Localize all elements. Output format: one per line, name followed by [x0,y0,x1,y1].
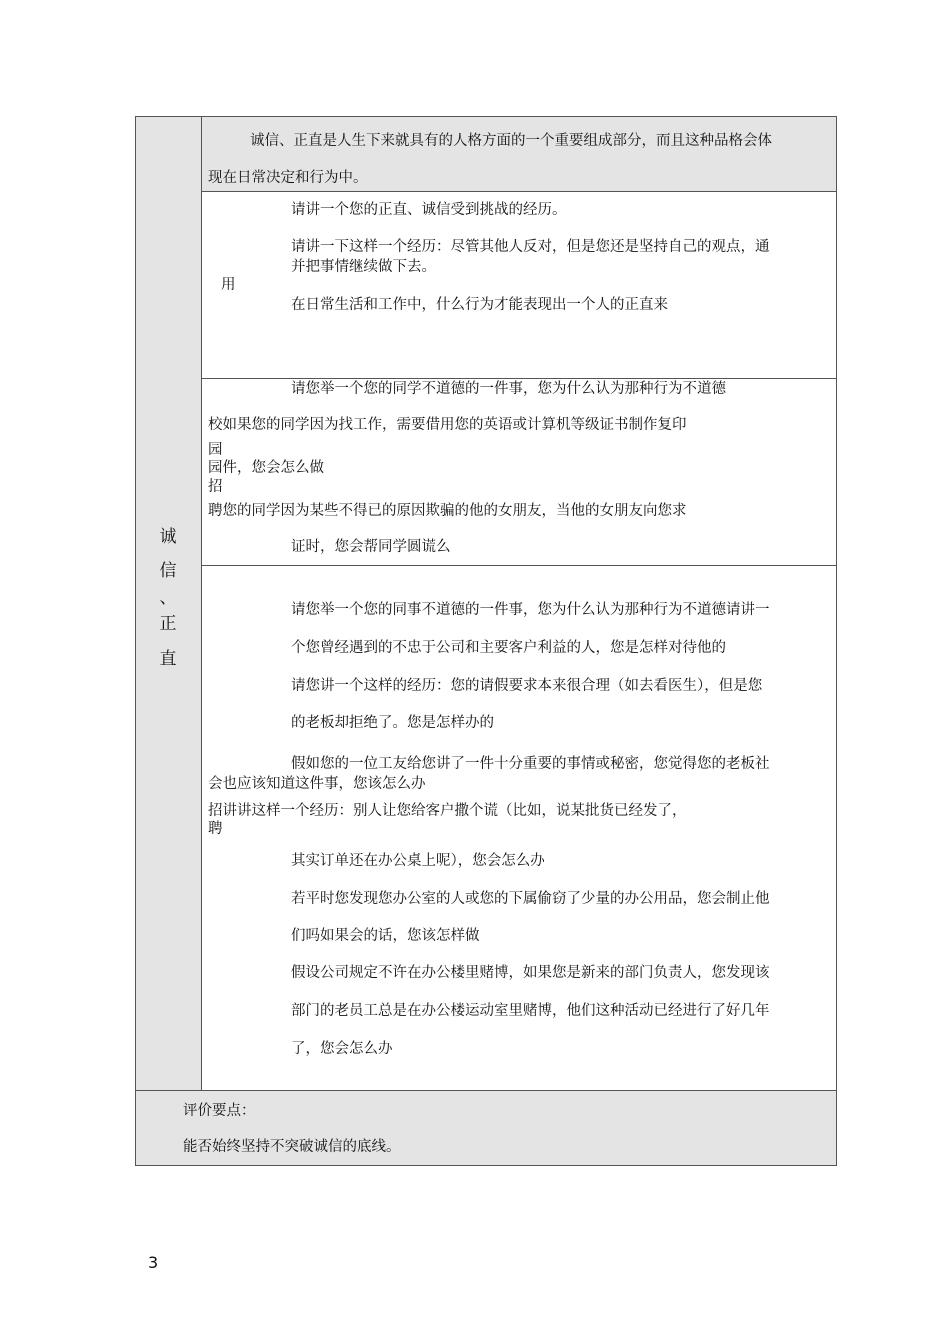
category-char: 、 [159,588,177,608]
section-side-label: 园 [208,442,223,458]
category-char: 直 [159,649,177,669]
question-text: 若平时您发现您办公室的人或您的下属偷窃了少量的办公用品，您会制止他 [291,891,770,907]
section-side-label: 用 [221,277,236,293]
section-side-label: 招 [208,479,223,495]
row-divider-intro [201,191,837,192]
question-text: 了，您会怎么办 [291,1041,393,1057]
question-text: 聘您的同学因为某些不得已的原因欺骗的他的女朋友，当他的女朋友向您求 [208,503,687,519]
intro-line: 现在日常决定和行为中。 [208,170,368,186]
question-text: 园件，您会怎么做 [208,460,324,476]
evaluation-text: 能否始终坚持不突破诚信的底线。 [183,1139,401,1155]
question-text: 请您讲一个这样的经历：您的请假要求本来很合理（如去看医生），但是您 [291,678,763,694]
row-divider-evaluation [135,1090,837,1091]
question-text: 请讲一个您的正直、诚信受到挑战的经历。 [291,202,567,218]
question-text: 在日常生活和工作中，什么行为才能表现出一个人的正直来 [291,297,668,313]
question-text: 校如果您的同学因为找工作，需要借用您的英语或计算机等级证书制作复印 [208,417,687,433]
section-side-label: 聘 [208,821,223,837]
question-text: 们吗如果会的话，您该怎样做 [291,928,480,944]
evaluation-heading: 评价要点： [183,1103,256,1119]
question-text: 请您举一个您的同事不道德的一件事，您为什么认为那种行为不道德请讲一 [291,602,770,618]
question-text: 部门的老员工总是在办公楼运动室里赌博，他们这种活动已经进行了好几年 [291,1003,770,1019]
question-text: 个您曾经遇到的不忠于公司和主要客户利益的人，您是怎样对待他的 [291,640,726,656]
row-divider-campus [201,565,837,566]
column-divider [201,116,202,1090]
question-text: 请您举一个您的同学不道德的一件事，您为什么认为那种行为不道德 [291,381,726,397]
question-text: 假如您的一位工友给您讲了一件十分重要的事情或秘密，您觉得您的老板社 [291,756,770,772]
category-char: 诚 [159,527,177,547]
category-char: 信 [159,561,177,581]
question-text: 并把事情继续做下去。 [291,259,436,275]
question-text: 的老板却拒绝了。您是怎样办的 [291,715,494,731]
question-text: 会也应该知道这件事，您该怎么办 [208,776,426,792]
category-char: 正 [159,614,177,634]
question-text: 其实订单还在办公桌上呢），您会怎么办 [291,853,545,869]
question-text: 证时，您会帮同学圆谎么 [291,539,451,555]
intro-line: 诚信、正直是人生下来就具有的人格方面的一个重要组成部分，而且这种品格会体 [250,133,772,149]
question-text: 假设公司规定不许在办公楼里赌博，如果您是新来的部门负责人，您发现该 [291,965,770,981]
question-text: 招讲讲这样一个经历：别人让您给客户撒个谎（比如，说某批货已经发了， [208,803,687,819]
page-number: 3 [148,1253,159,1272]
question-text: 请讲一下这样一个经历：尽管其他人反对，但是您还是坚持自己的观点，通 [291,239,770,255]
